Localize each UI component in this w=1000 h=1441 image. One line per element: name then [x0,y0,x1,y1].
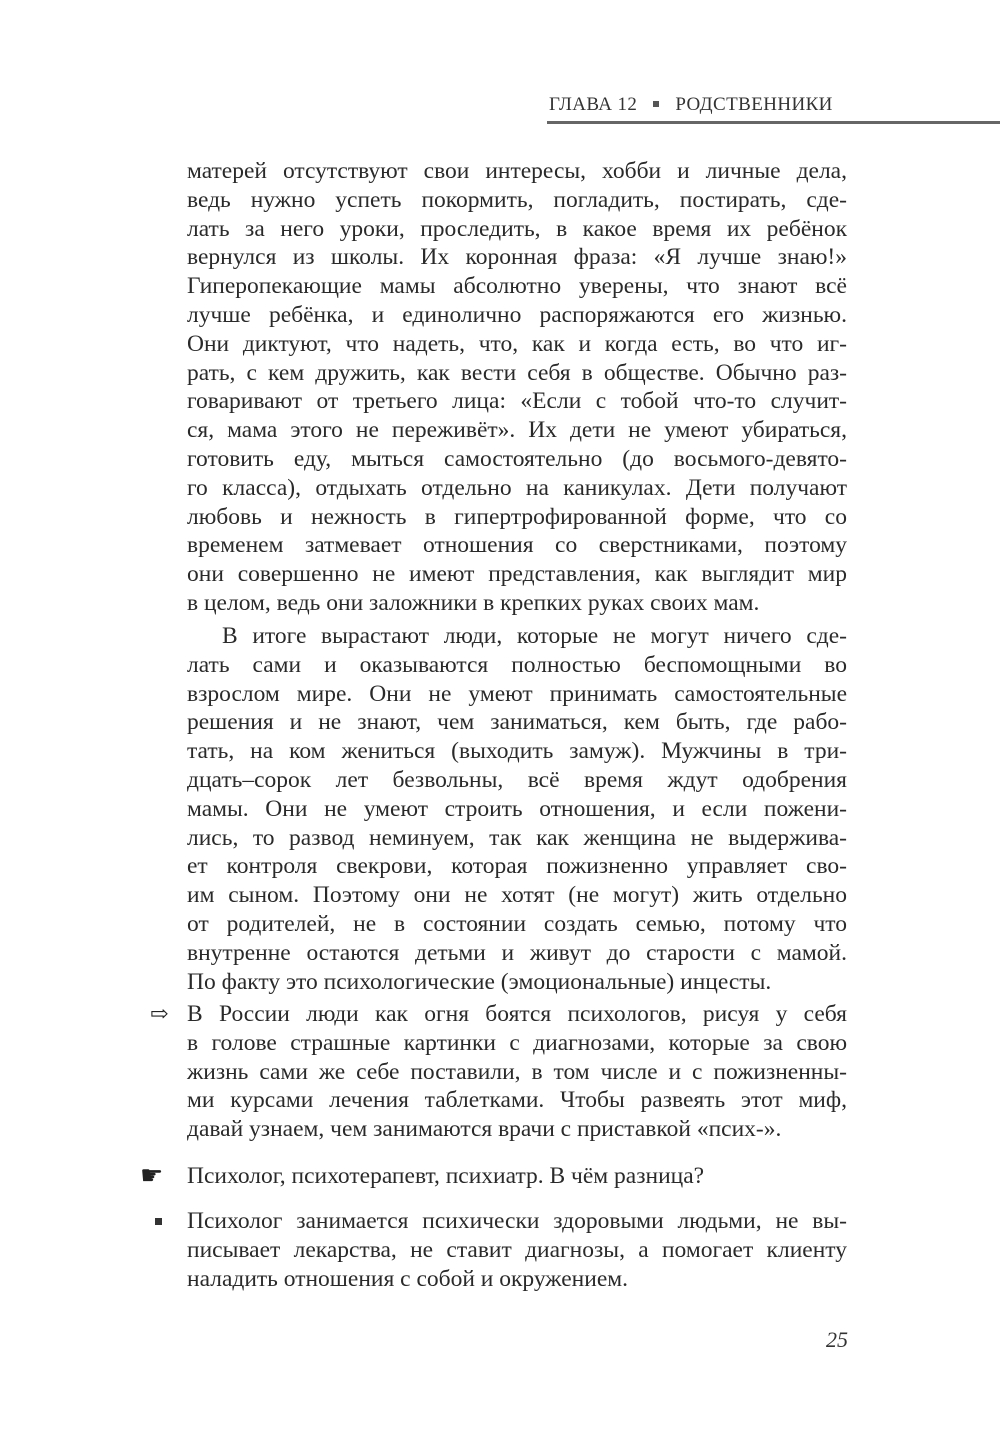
square-separator-icon [653,101,659,107]
text-line: в целом, ведь они заложники в крепких руках своих мам. [187,590,760,616]
text-line: По факту это психологические (эмоциональные) инцесты. [187,968,772,995]
running-header [549,94,833,116]
text-line: писывает лекарства, не ставит диагнозы, а помогает клиенту [187,1236,847,1263]
text-line: ведь нужно успеть покормить, погладить, постирать, сде- [187,186,847,213]
text-line: ми курсами лечения таблетками. Чтобы развеять этот миф, [187,1087,847,1114]
text-line: дцать–сорок лет безвольны, всё время ждут одобрения [187,767,847,793]
text-line: лать за него уроки, проследить, в какое время их ребёнок [187,215,847,242]
text-line: тать, на ком жениться (выходить замуж). Мужчины в три- [187,738,847,765]
text-line: В России люди как огня боятся психологов, рисуя у себя [187,1001,847,1027]
header-rule [547,121,1000,124]
text-line: готовить еду, мыться самостоятельно (до восьмого-девято- [187,446,847,472]
text-line: лать сами и оказываются полностью беспомощными во [187,651,847,678]
text-line: ся, мама этого не переживёт». Их дети не умеют убираться, [187,417,847,444]
text-line: наладить отношения с собой и окружением. [187,1265,628,1292]
text-line: давай узнаем, чем занимаются врачи с приставкой «псих-». [187,1116,782,1143]
text-line: Гиперопекающие мамы абсолютно уверены, что знают всё [187,273,847,300]
text-line: любовь и нежность в гипертрофированной форме, что со [187,503,847,530]
text-line: решения и не знают, чем заниматься, кем быть, где рабо- [187,709,847,736]
text-line: жизнь сами же себе поставили, в том числе и с пожизненны- [187,1058,847,1085]
arrow-right-outline-icon: ⇨ [150,1001,169,1026]
page-number: 25 [826,1327,848,1352]
text-line: внутренне остаются детьми и живут до старости с мамой. [187,939,847,966]
text-line: от родителей, не в состоянии создать семью, потому что [187,911,847,937]
text-line: лись, то развод неминуем, так как женщина не выдержива- [187,824,847,851]
text-line: Они диктуют, что надеть, что, как и когда есть, во что иг- [187,330,847,357]
chapter-label: ГЛАВА 12 [549,94,638,115]
text-line: мамы. Они не умеют строить отношения, и если пожени- [187,795,847,822]
pointing-hand-icon: ☛ [140,1161,164,1190]
text-line: в голове страшные картинки с диагнозами, которые за свою [187,1029,847,1056]
text-line: Психолог, психотерапевт, психиатр. В чём разница? [187,1163,705,1189]
text-line: Психолог занимается психически здоровыми людьми, не вы- [187,1208,847,1234]
text-line: лучше ребёнка, и единолично распоряжаются его жизнью. [187,302,847,328]
text-line: ет контроля свекрови, которая пожизненно управляет сво- [187,853,847,880]
text-line: временем затмевает отношения со сверстниками, поэтому [187,532,847,559]
chapter-title: РОДСТВЕННИКИ [675,94,833,115]
text-line: матерей отсутствуют свои интересы, хобби и личные дела, [187,158,847,184]
text-line: взрослом мире. Они не умеют принимать самостоятельные [187,680,847,707]
text-line: рать, с кем дружить, как вести себя в обществе. Обычно раз- [187,359,847,386]
text-line: им сыном. Поэтому они не хотят (не могут) жить отдельно [187,882,847,909]
text-line: го класса), отдыхать отдельно на каникулах. Дети получают [187,474,847,501]
square-bullet-icon [155,1218,162,1225]
text-line: говаривают от третьего лица: «Если с тобой что-то случит- [187,388,847,415]
text-line: В итоге вырастают люди, которые не могут ничего сде- [222,623,847,649]
text-line: они совершенно не имеют представления, как выглядит мир [187,561,847,588]
text-line: вернулся из школы. Их коронная фраза: «Я лучше знаю!» [187,244,847,271]
